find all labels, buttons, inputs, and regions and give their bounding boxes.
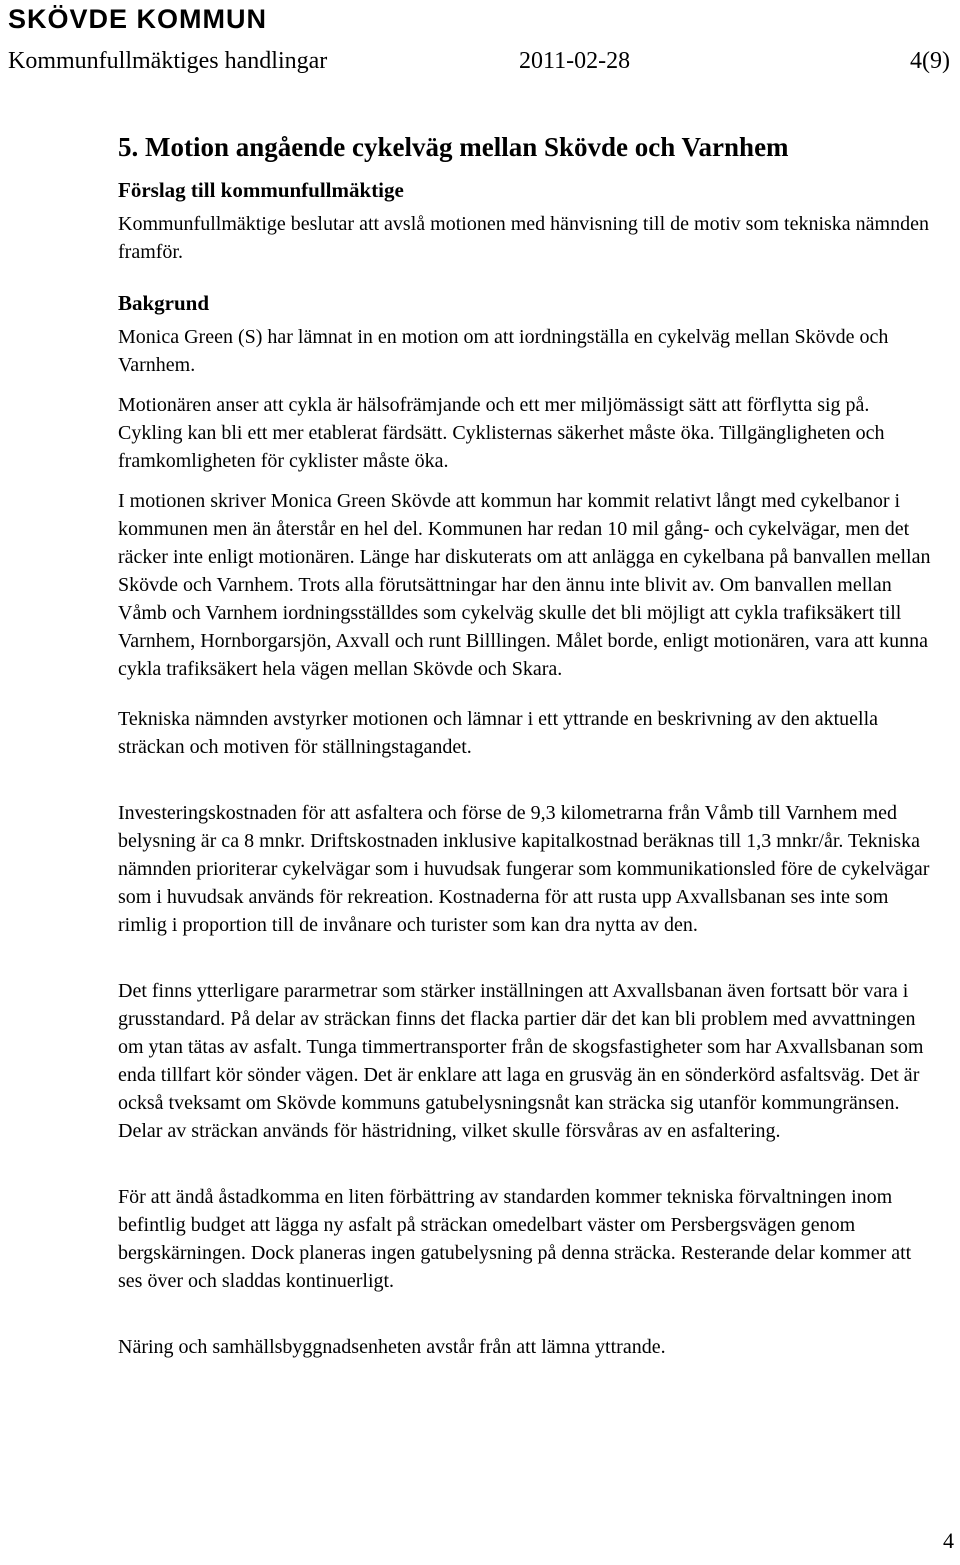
page-number: 4 (943, 1528, 954, 1553)
background-paragraph: Investeringskostnaden för att asfaltera och förse de 9,3 kilometrarna från Våmb till Varnhem med belysning är ca 8 mnkr. Driftskostnaden inklusive kapitalkostnad beräknas till 1,3 mnkr/år. Tekniska nämnden prioriterar cykelvägar som i huvudsak fungerar som kommunikationsled före de cykelvägar som i huvudsak används för rekreation. Kostnaderna för att rusta upp Axvallsbanan ses inte som rimlig i proportion till de invånare och turister som kan dra nytta av den. (118, 802, 930, 936)
document-header (8, 44, 952, 78)
organization-logo: SKÖVDE KOMMUN (8, 4, 268, 34)
background-heading: Bakgrund (118, 291, 210, 315)
document-date: 2011-02-28 (519, 48, 631, 74)
page-of-total: 4(9) (910, 48, 950, 74)
background-paragraph: Tekniska nämnden avstyrker motionen och lämnar i ett yttrande en beskrivning av den aktuella sträckan och motiven för ställningstagandet. (118, 708, 879, 758)
background-paragraph: För att ändå åstadkomma en liten förbättring av standarden kommer tekniska förvaltningen inom befintlig budget att lägga ny asfalt på sträckan omedelbart väster om Persbergsvägen genom bergskärningen. Dock planeras ingen gatubelysning på denna sträcka. Resterande delar kommer att ses över och sladdas kontinuerligt. (118, 1186, 912, 1292)
document-body (118, 130, 938, 1361)
page-title: 5. Motion angående cykelväg mellan Skövde och Varnhem (118, 132, 789, 162)
proposal-text: Kommunfullmäktige beslutar att avslå motionen med hänvisning till de motiv som tekniska nämnden framför. (118, 213, 929, 263)
background-paragraph: Det finns ytterligare pararmetrar som stärker inställningen att Axvallsbanan även fortsatt bör vara i grusstandard. På delar av sträckan finns det flacka partier där det kan bli problem med avvattningen om ytan tätas av asfalt. Tunga timmertransporter från de skogsfastigheter som har Axvallsbanan som enda tillfart kör sönder vägen. Det är enklare att laga en grusväg än en sönderkörd asfaltsväg. Det är också tveksamt om Skövde kommuns gatubelysningsnåt kan sträcka sig utanför kommungränsen. Delar av sträckan används för hästridning, vilket skulle försvåras av en asfaltering. (118, 980, 924, 1142)
background-paragraph: Motionären anser att cykla är hälsofrämjande och ett mer miljömässigt sätt att förflytta sig på. Cykling kan bli ett mer etablerat färdsätt. Cyklisternas säkerhet måste öka. Tillgängligheten och framkomligheten för cyklister måste öka. (118, 394, 885, 472)
background-paragraph: Monica Green (S) har lämnat in en motion om att iordningställa en cykelväg mellan Skövde och Varnhem. (118, 326, 889, 376)
document-series: Kommunfullmäktiges handlingar (8, 48, 328, 74)
proposal-heading: Förslag till kommunfullmäktige (118, 178, 404, 202)
background-paragraph: I motionen skriver Monica Green Skövde att kommun har kommit relativt långt med cykelbanor i kommunen men än återstår en hel del. Kommunen har redan 10 mil gång- och cykelvägar, men det räcker inte enligt motionären. Länge har diskuterats om att anlägga en cykelbana på banvallen mellan Skövde och Varnhem. Trots alla förutsättningar har den ännu inte blivit av. Om banvallen mellan Våmb och Varnhem iordningsställdes som cykelväg skulle det bli möjligt att cykla trafiksäkert till Varnhem, Hornborgarsjön, Axvall och runt Billlingen. Målet borde, enligt motionären, vara att kunna cykla trafiksäkert hela vägen mellan Skövde och Skara. (118, 490, 931, 680)
background-paragraph: Näring och samhällsbyggnadsenheten avstår från att lämna yttrande. (118, 1336, 666, 1358)
